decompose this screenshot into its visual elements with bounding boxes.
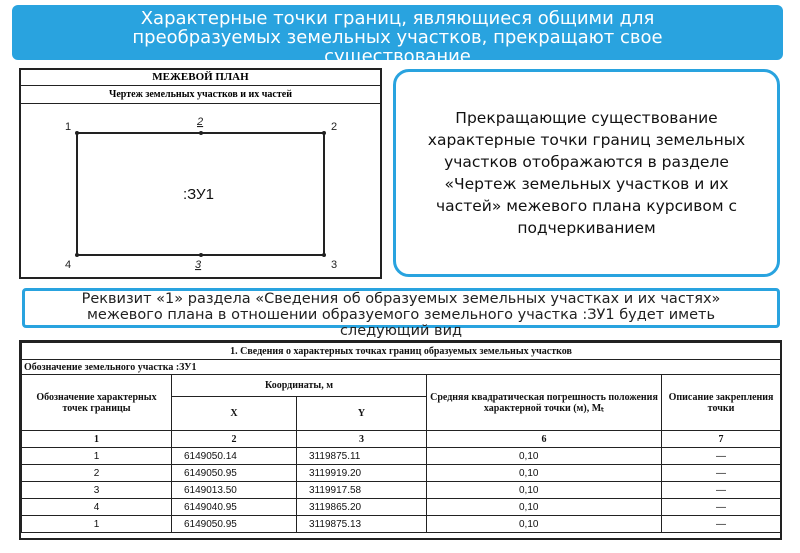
cell-point: 3 — [22, 482, 172, 499]
header-line-2: преобразуемых земельных участков, прекращают свое — [132, 27, 663, 48]
point-marker — [75, 253, 79, 257]
table-row — [22, 465, 781, 482]
parcel-designation: Обозначение земельного участка :ЗУ1 — [22, 360, 781, 375]
point-label-2-terminated: 2 — [197, 116, 204, 128]
cell-x: 6149050.14 — [172, 448, 297, 465]
col-header-y: Y — [297, 397, 427, 431]
col-header-error: Средняя квадратическая погрешность положения характерной точки (м), Mₜ — [427, 375, 662, 431]
header-banner — [12, 5, 783, 67]
cell-fixation: — — [662, 499, 781, 516]
cell-fixation: — — [662, 482, 781, 499]
cell-y: 3119919.20 — [297, 465, 427, 482]
boundary-plan — [19, 68, 382, 279]
table-row — [22, 499, 781, 516]
info-text: Прекращающие существование характерные точки границ земельных участков отображаются в разделе «Чертеж земельных участков и их частей» межевого плана курсивом с подчеркиванием — [427, 109, 746, 237]
section-title: 1. Сведения о характерных точках границ образуемых земельных участков — [22, 343, 781, 360]
col-header-fixation: Описание закрепления точки — [662, 375, 781, 431]
col-number-6: 6 — [427, 431, 662, 448]
cell-error: 0,10 — [427, 516, 662, 533]
col-header-point: Обозначение характерных точек границы — [22, 375, 172, 431]
point-label-1: 1 — [65, 121, 72, 133]
cell-y: 3119875.11 — [297, 448, 427, 465]
cell-x: 6149013.50 — [172, 482, 297, 499]
point-label-2: 2 — [331, 121, 338, 133]
point-marker — [199, 131, 203, 135]
coordinates-table — [19, 340, 782, 540]
requisite-line-1: Реквизит «1» раздела «Сведения об образуемых земельных участках и их частях» — [81, 291, 721, 307]
point-label-4: 4 — [65, 259, 72, 271]
cell-x: 6149050.95 — [172, 516, 297, 533]
cell-error: 0,10 — [427, 482, 662, 499]
header-line-3: существование — [324, 46, 471, 67]
point-label-3-terminated: 3 — [195, 259, 202, 271]
point-label-3: 3 — [331, 259, 338, 271]
cell-point: 1 — [22, 448, 172, 465]
cell-fixation: — — [662, 465, 781, 482]
col-number-2: 2 — [172, 431, 297, 448]
col-header-coordinates: Координаты, м — [172, 375, 427, 397]
requisite-note — [22, 288, 780, 339]
col-number-3: 3 — [297, 431, 427, 448]
col-header-x: X — [172, 397, 297, 431]
cell-fixation: — — [662, 448, 781, 465]
cell-error: 0,10 — [427, 448, 662, 465]
header-line-1: Характерные точки границ, являющиеся общими для — [140, 8, 655, 29]
cell-fixation: — — [662, 516, 781, 533]
cell-y: 3119865.20 — [297, 499, 427, 516]
plan-title: МЕЖЕВОЙ ПЛАН — [21, 70, 380, 86]
point-marker — [199, 253, 203, 257]
info-callout — [393, 69, 780, 277]
cell-point: 1 — [22, 516, 172, 533]
cell-point: 2 — [22, 465, 172, 482]
cell-error: 0,10 — [427, 465, 662, 482]
requisite-line-2: межевого плана в отношении образуемого земельного участка :ЗУ1 будет иметь — [86, 307, 716, 323]
requisite-line-3: следующий вид — [339, 323, 463, 339]
table-row — [22, 482, 781, 499]
cell-error: 0,10 — [427, 499, 662, 516]
table-row — [22, 448, 781, 465]
plan-subtitle: Чертеж земельных участков и их частей — [21, 86, 380, 104]
cell-point: 4 — [22, 499, 172, 516]
col-number-7: 7 — [662, 431, 781, 448]
cell-y: 3119917.58 — [297, 482, 427, 499]
cell-x: 6149050.95 — [172, 465, 297, 482]
point-marker — [322, 131, 326, 135]
point-marker — [75, 131, 79, 135]
table-row — [22, 516, 781, 533]
parcel-label: :ЗУ1 — [183, 186, 214, 203]
cell-x: 6149040.95 — [172, 499, 297, 516]
plan-drawing — [21, 70, 380, 277]
point-marker — [322, 253, 326, 257]
cell-y: 3119875.13 — [297, 516, 427, 533]
col-number-1: 1 — [22, 431, 172, 448]
